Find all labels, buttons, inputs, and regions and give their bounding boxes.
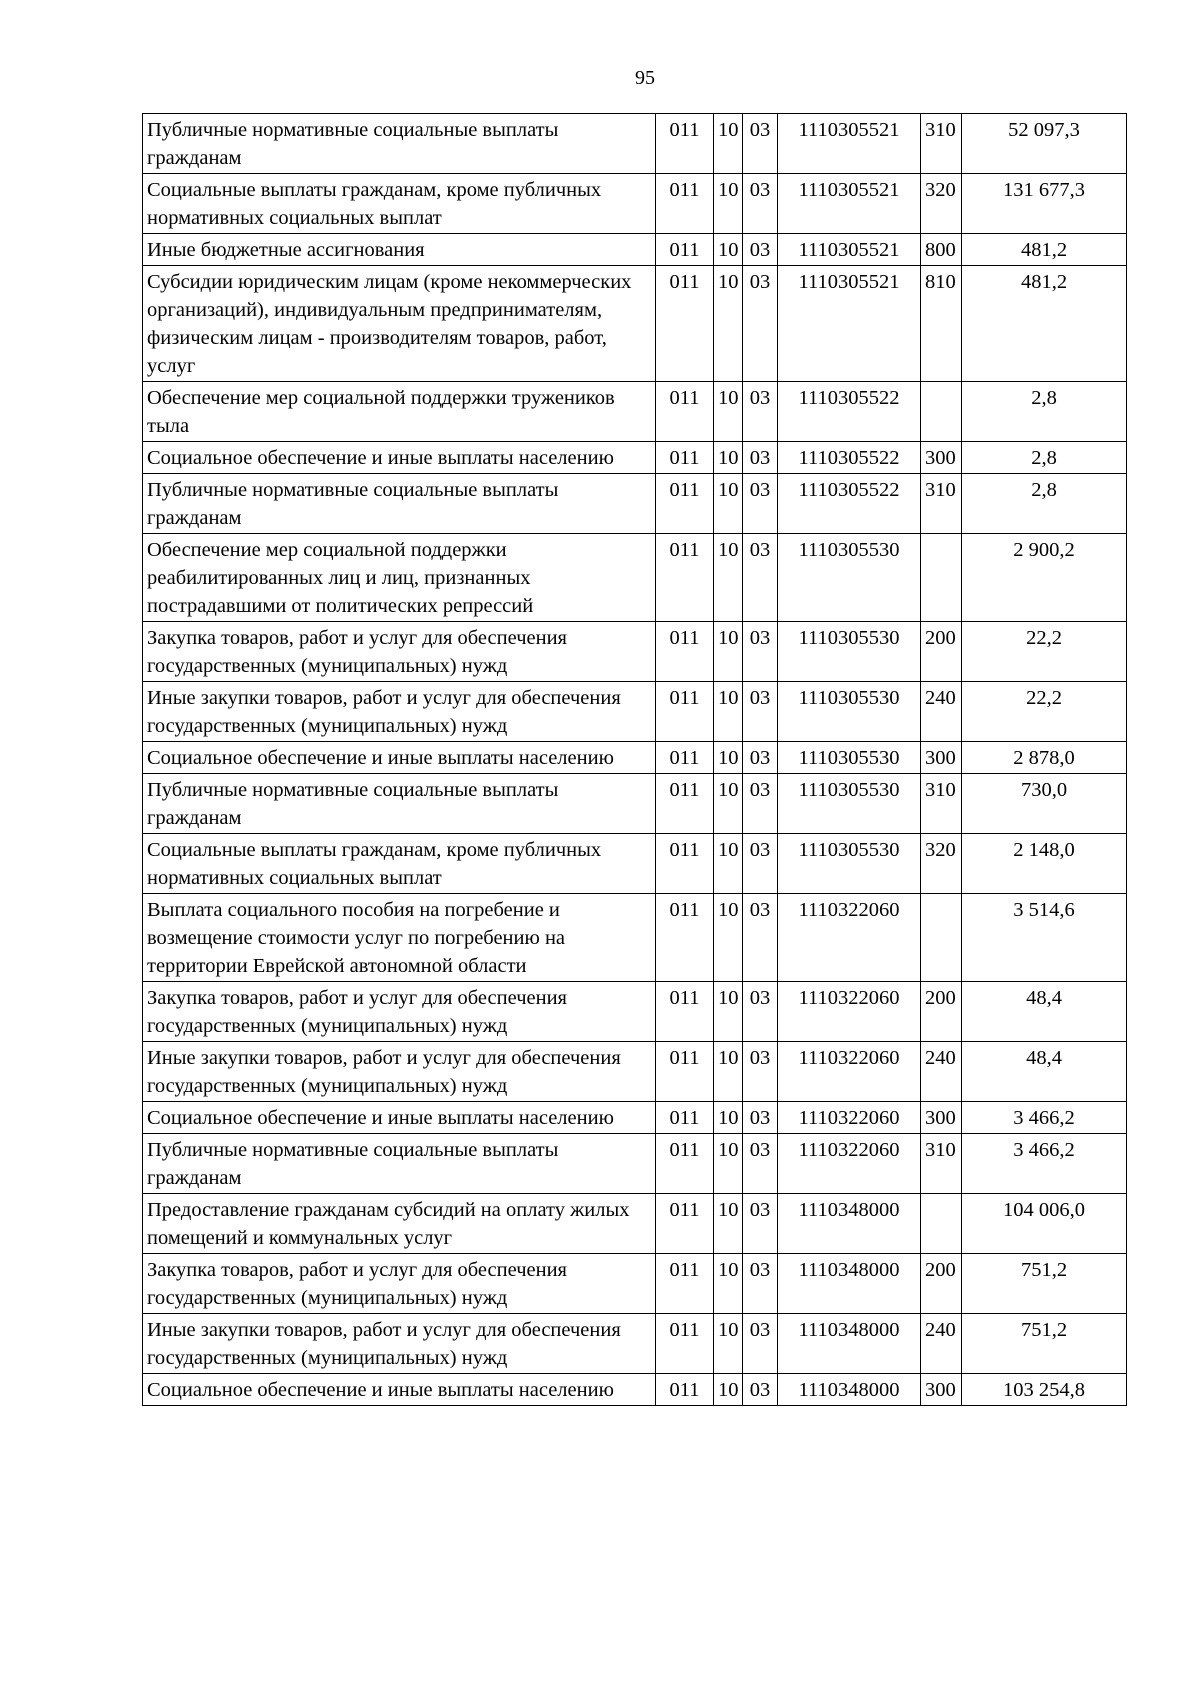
- table-row: [143, 774, 1127, 834]
- target-article-cell: 1110348000: [778, 1194, 921, 1254]
- section-code-cell: 10: [714, 1042, 743, 1102]
- ministry-code-cell: 011: [656, 474, 714, 534]
- item-name-cell: Выплата социального пособия на погребение и возмещение стоимости услуг по погребению на территории Еврейской автономной области: [143, 894, 656, 982]
- target-article-cell: 1110305522: [778, 474, 921, 534]
- ministry-code-cell: 011: [656, 982, 714, 1042]
- table-row: [143, 174, 1127, 234]
- expense-type-cell: 300: [921, 1102, 962, 1134]
- item-name-cell: Публичные нормативные социальные выплаты гражданам: [143, 774, 656, 834]
- target-article-cell: 1110305530: [778, 774, 921, 834]
- table-row: [143, 474, 1127, 534]
- subsection-code-cell: 03: [743, 234, 778, 266]
- target-article-cell: 1110305522: [778, 382, 921, 442]
- subsection-code-cell: 03: [743, 474, 778, 534]
- ministry-code-cell: 011: [656, 1134, 714, 1194]
- target-article-cell: 1110305530: [778, 742, 921, 774]
- subsection-code-cell: 03: [743, 1314, 778, 1374]
- subsection-code-cell: 03: [743, 622, 778, 682]
- expense-type-cell: 310: [921, 774, 962, 834]
- table-row: [143, 1134, 1127, 1194]
- expense-type-cell: 320: [921, 834, 962, 894]
- subsection-code-cell: 03: [743, 114, 778, 174]
- budget-table: [142, 113, 1127, 1406]
- ministry-code-cell: 011: [656, 1102, 714, 1134]
- section-code-cell: 10: [714, 234, 743, 266]
- ministry-code-cell: 011: [656, 622, 714, 682]
- expense-type-cell: 320: [921, 174, 962, 234]
- subsection-code-cell: 03: [743, 1102, 778, 1134]
- section-code-cell: 10: [714, 742, 743, 774]
- section-code-cell: 10: [714, 622, 743, 682]
- expense-type-cell: 310: [921, 114, 962, 174]
- section-code-cell: 10: [714, 1134, 743, 1194]
- target-article-cell: 1110322060: [778, 1134, 921, 1194]
- target-article-cell: 1110322060: [778, 894, 921, 982]
- table-row: [143, 1254, 1127, 1314]
- table-row: [143, 382, 1127, 442]
- ministry-code-cell: 011: [656, 682, 714, 742]
- subsection-code-cell: 03: [743, 894, 778, 982]
- amount-cell: 2,8: [962, 382, 1127, 442]
- table-row: [143, 1042, 1127, 1102]
- section-code-cell: 10: [714, 1102, 743, 1134]
- section-code-cell: 10: [714, 774, 743, 834]
- ministry-code-cell: 011: [656, 534, 714, 622]
- ministry-code-cell: 011: [656, 742, 714, 774]
- amount-cell: 52 097,3: [962, 114, 1127, 174]
- amount-cell: 2,8: [962, 474, 1127, 534]
- section-code-cell: 10: [714, 982, 743, 1042]
- amount-cell: 751,2: [962, 1314, 1127, 1374]
- table-row: [143, 894, 1127, 982]
- amount-cell: 2 148,0: [962, 834, 1127, 894]
- amount-cell: 481,2: [962, 234, 1127, 266]
- item-name-cell: Закупка товаров, работ и услуг для обеспечения государственных (муниципальных) нужд: [143, 1254, 656, 1314]
- item-name-cell: Иные закупки товаров, работ и услуг для обеспечения государственных (муниципальных) нужд: [143, 1042, 656, 1102]
- subsection-code-cell: 03: [743, 742, 778, 774]
- target-article-cell: 1110322060: [778, 982, 921, 1042]
- table-row: [143, 442, 1127, 474]
- target-article-cell: 1110305521: [778, 234, 921, 266]
- amount-cell: 3 514,6: [962, 894, 1127, 982]
- ministry-code-cell: 011: [656, 174, 714, 234]
- item-name-cell: Иные бюджетные ассигнования: [143, 234, 656, 266]
- amount-cell: 2 878,0: [962, 742, 1127, 774]
- amount-cell: 3 466,2: [962, 1134, 1127, 1194]
- expense-type-cell: 200: [921, 982, 962, 1042]
- amount-cell: 48,4: [962, 1042, 1127, 1102]
- expense-type-cell: 810: [921, 266, 962, 382]
- expense-type-cell: 800: [921, 234, 962, 266]
- item-name-cell: Социальное обеспечение и иные выплаты населению: [143, 442, 656, 474]
- item-name-cell: Иные закупки товаров, работ и услуг для обеспечения государственных (муниципальных) нужд: [143, 1314, 656, 1374]
- ministry-code-cell: 011: [656, 1042, 714, 1102]
- ministry-code-cell: 011: [656, 1314, 714, 1374]
- item-name-cell: Субсидии юридическим лицам (кроме некоммерческих организаций), индивидуальным предпринимателям, физическим лицам - производителям товаров, работ, услуг: [143, 266, 656, 382]
- subsection-code-cell: 03: [743, 1254, 778, 1314]
- subsection-code-cell: 03: [743, 266, 778, 382]
- section-code-cell: 10: [714, 534, 743, 622]
- section-code-cell: 10: [714, 114, 743, 174]
- subsection-code-cell: 03: [743, 1042, 778, 1102]
- table-row: [143, 114, 1127, 174]
- expense-type-cell: 240: [921, 1042, 962, 1102]
- section-code-cell: 10: [714, 1194, 743, 1254]
- expense-type-cell: 300: [921, 742, 962, 774]
- expense-type-cell: [921, 894, 962, 982]
- ministry-code-cell: 011: [656, 266, 714, 382]
- target-article-cell: 1110348000: [778, 1314, 921, 1374]
- section-code-cell: 10: [714, 1314, 743, 1374]
- item-name-cell: Социальные выплаты гражданам, кроме публичных нормативных социальных выплат: [143, 174, 656, 234]
- ministry-code-cell: 011: [656, 894, 714, 982]
- item-name-cell: Публичные нормативные социальные выплаты гражданам: [143, 474, 656, 534]
- subsection-code-cell: 03: [743, 442, 778, 474]
- target-article-cell: 1110305530: [778, 622, 921, 682]
- expense-type-cell: 240: [921, 682, 962, 742]
- subsection-code-cell: 03: [743, 774, 778, 834]
- amount-cell: 22,2: [962, 682, 1127, 742]
- section-code-cell: 10: [714, 1254, 743, 1314]
- item-name-cell: Публичные нормативные социальные выплаты гражданам: [143, 114, 656, 174]
- amount-cell: 481,2: [962, 266, 1127, 382]
- amount-cell: 22,2: [962, 622, 1127, 682]
- ministry-code-cell: 011: [656, 382, 714, 442]
- target-article-cell: 1110305521: [778, 174, 921, 234]
- table-row: [143, 742, 1127, 774]
- item-name-cell: Социальное обеспечение и иные выплаты населению: [143, 1102, 656, 1134]
- item-name-cell: Социальные выплаты гражданам, кроме публичных нормативных социальных выплат: [143, 834, 656, 894]
- target-article-cell: 1110305530: [778, 834, 921, 894]
- table-row: [143, 1102, 1127, 1134]
- item-name-cell: Иные закупки товаров, работ и услуг для обеспечения государственных (муниципальных) нужд: [143, 682, 656, 742]
- table-row: [143, 534, 1127, 622]
- subsection-code-cell: 03: [743, 1194, 778, 1254]
- ministry-code-cell: 011: [656, 234, 714, 266]
- section-code-cell: 10: [714, 834, 743, 894]
- expense-type-cell: 310: [921, 1134, 962, 1194]
- amount-cell: 103 254,8: [962, 1374, 1127, 1406]
- table-row: [143, 834, 1127, 894]
- ministry-code-cell: 011: [656, 834, 714, 894]
- expense-type-cell: 300: [921, 1374, 962, 1406]
- budget-table-body: [143, 114, 1127, 1406]
- subsection-code-cell: 03: [743, 382, 778, 442]
- expense-type-cell: 200: [921, 1254, 962, 1314]
- item-name-cell: Обеспечение мер социальной поддержки реабилитированных лиц и лиц, признанных пострадавшими от политических репрессий: [143, 534, 656, 622]
- ministry-code-cell: 011: [656, 442, 714, 474]
- target-article-cell: 1110322060: [778, 1042, 921, 1102]
- expense-type-cell: [921, 534, 962, 622]
- page-number: 95: [635, 67, 655, 89]
- expense-type-cell: 310: [921, 474, 962, 534]
- section-code-cell: 10: [714, 894, 743, 982]
- expense-type-cell: [921, 382, 962, 442]
- section-code-cell: 10: [714, 266, 743, 382]
- section-code-cell: 10: [714, 1374, 743, 1406]
- table-row: [143, 1194, 1127, 1254]
- section-code-cell: 10: [714, 382, 743, 442]
- expense-type-cell: 240: [921, 1314, 962, 1374]
- target-article-cell: 1110348000: [778, 1254, 921, 1314]
- table-row: [143, 1374, 1127, 1406]
- target-article-cell: 1110305522: [778, 442, 921, 474]
- subsection-code-cell: 03: [743, 834, 778, 894]
- subsection-code-cell: 03: [743, 982, 778, 1042]
- amount-cell: 2 900,2: [962, 534, 1127, 622]
- amount-cell: 131 677,3: [962, 174, 1127, 234]
- subsection-code-cell: 03: [743, 534, 778, 622]
- item-name-cell: Закупка товаров, работ и услуг для обеспечения государственных (муниципальных) нужд: [143, 982, 656, 1042]
- expense-type-cell: 300: [921, 442, 962, 474]
- amount-cell: 104 006,0: [962, 1194, 1127, 1254]
- ministry-code-cell: 011: [656, 1374, 714, 1406]
- amount-cell: 730,0: [962, 774, 1127, 834]
- section-code-cell: 10: [714, 442, 743, 474]
- item-name-cell: Социальное обеспечение и иные выплаты населению: [143, 1374, 656, 1406]
- target-article-cell: 1110305530: [778, 534, 921, 622]
- subsection-code-cell: 03: [743, 682, 778, 742]
- table-row: [143, 266, 1127, 382]
- subsection-code-cell: 03: [743, 1374, 778, 1406]
- amount-cell: 751,2: [962, 1254, 1127, 1314]
- ministry-code-cell: 011: [656, 774, 714, 834]
- table-row: [143, 682, 1127, 742]
- target-article-cell: 1110305530: [778, 682, 921, 742]
- amount-cell: 48,4: [962, 982, 1127, 1042]
- table-row: [143, 1314, 1127, 1374]
- ministry-code-cell: 011: [656, 1254, 714, 1314]
- target-article-cell: 1110305521: [778, 266, 921, 382]
- item-name-cell: Закупка товаров, работ и услуг для обеспечения государственных (муниципальных) нужд: [143, 622, 656, 682]
- item-name-cell: Социальное обеспечение и иные выплаты населению: [143, 742, 656, 774]
- section-code-cell: 10: [714, 174, 743, 234]
- section-code-cell: 10: [714, 682, 743, 742]
- table-row: [143, 622, 1127, 682]
- table-row: [143, 982, 1127, 1042]
- target-article-cell: 1110305521: [778, 114, 921, 174]
- amount-cell: 2,8: [962, 442, 1127, 474]
- ministry-code-cell: 011: [656, 114, 714, 174]
- item-name-cell: Предоставление гражданам субсидий на оплату жилых помещений и коммунальных услуг: [143, 1194, 656, 1254]
- target-article-cell: 1110348000: [778, 1374, 921, 1406]
- target-article-cell: 1110322060: [778, 1102, 921, 1134]
- subsection-code-cell: 03: [743, 174, 778, 234]
- item-name-cell: Публичные нормативные социальные выплаты гражданам: [143, 1134, 656, 1194]
- amount-cell: 3 466,2: [962, 1102, 1127, 1134]
- table-row: [143, 234, 1127, 266]
- item-name-cell: Обеспечение мер социальной поддержки тружеников тыла: [143, 382, 656, 442]
- expense-type-cell: 200: [921, 622, 962, 682]
- expense-type-cell: [921, 1194, 962, 1254]
- ministry-code-cell: 011: [656, 1194, 714, 1254]
- subsection-code-cell: 03: [743, 1134, 778, 1194]
- section-code-cell: 10: [714, 474, 743, 534]
